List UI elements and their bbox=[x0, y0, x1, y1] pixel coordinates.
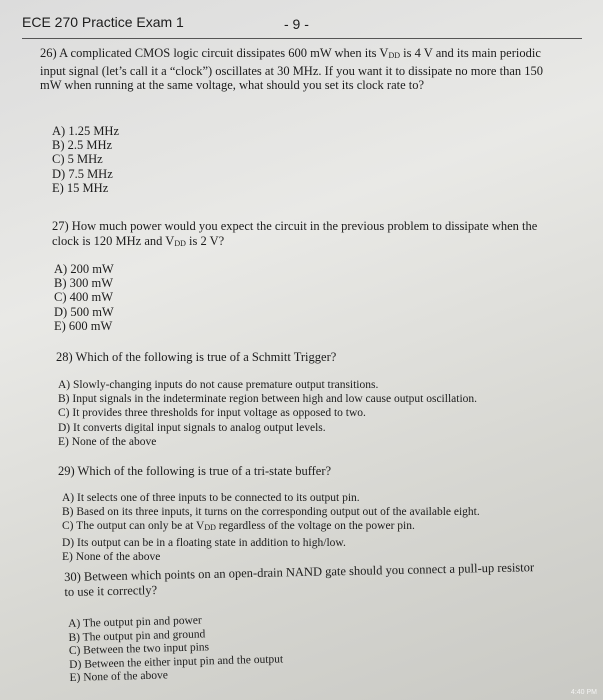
option: D) Between the either input pin and the output bbox=[69, 653, 284, 671]
option: A) 200 mW bbox=[54, 262, 114, 276]
question-stem: 30) Between which points on an open-drain NAND gate should you connect a pull-up resistor to use it correctly? bbox=[64, 560, 535, 599]
option: A) It selects one of three inputs to be connected to its output pin. bbox=[62, 492, 360, 504]
option: B) Input signals in the indeterminate region between high and low cause output oscillation. bbox=[58, 393, 478, 406]
option: C) The output can only be at $V_{DD}$ regardless of the voltage on the power pin. bbox=[62, 520, 415, 533]
options-29 bbox=[62, 491, 480, 564]
option: E) None of the above bbox=[69, 669, 169, 685]
options-27 bbox=[54, 262, 114, 333]
question-stem: 29) Which of the following is true of a tri-state buffer? bbox=[58, 464, 332, 478]
question-stem: 28) Which of the following is true of a Schmitt Trigger? bbox=[56, 350, 337, 364]
options-26 bbox=[52, 124, 119, 195]
option: C) Between the two input pins bbox=[68, 641, 210, 658]
option: A) The output pin and power bbox=[68, 614, 202, 630]
question-26 bbox=[40, 46, 545, 93]
option: E) None of the above bbox=[58, 435, 157, 448]
header-rule bbox=[22, 38, 582, 39]
option: C) It provides three thresholds for input voltage as opposed to two. bbox=[58, 407, 366, 420]
option: D) Its output can be in a floating state in addition to high/low. bbox=[62, 536, 346, 549]
option: B) 300 mW bbox=[54, 276, 114, 291]
question-28 bbox=[56, 350, 546, 365]
question-stem: 26) A complicated CMOS logic circuit dissipates 600 mW when its $V_{DD}$ is 4 V and its main periodic input signal (let’s call it a “clock”) oscillates at 30 MHz. If you want it to dissipate no more than 150 mW when running at the same voltage, what should you set its clock rate to? bbox=[40, 46, 544, 92]
course-title: ECE 270 Practice Exam 1 bbox=[22, 14, 184, 30]
option: E) 15 MHz bbox=[52, 180, 109, 195]
page-number: - 9 - bbox=[284, 16, 309, 32]
option: D) 500 mW bbox=[54, 304, 114, 319]
question-30 bbox=[64, 560, 540, 599]
question-29 bbox=[58, 464, 548, 479]
page-header bbox=[22, 14, 582, 36]
timestamp: 4:40 PM bbox=[570, 689, 597, 696]
option: B) Based on its three inputs, it turns on the corresponding output out of the available eight. bbox=[62, 506, 480, 519]
option: D) It converts digital input signals to analog output levels. bbox=[58, 421, 326, 434]
option: A) Slowly-changing inputs do not cause premature output transitions. bbox=[58, 379, 379, 391]
option: B) 2.5 MHz bbox=[52, 138, 113, 153]
option: C) 400 mW bbox=[54, 290, 114, 305]
option: E) None of the above bbox=[62, 550, 161, 563]
option: B) The output pin and ground bbox=[68, 628, 206, 644]
options-30 bbox=[68, 612, 284, 686]
option: C) 5 MHz bbox=[52, 152, 103, 167]
question-stem: 27) How much power would you expect the circuit in the previous problem to dissipate when the clock is 120 MHz and $V_{DD}$ is 2 V? bbox=[52, 219, 538, 248]
option: D) 7.5 MHz bbox=[52, 166, 113, 181]
question-27 bbox=[52, 219, 542, 251]
option: E) 600 mW bbox=[54, 318, 113, 333]
options-28 bbox=[58, 378, 477, 449]
option: A) 1.25 MHz bbox=[52, 124, 120, 138]
